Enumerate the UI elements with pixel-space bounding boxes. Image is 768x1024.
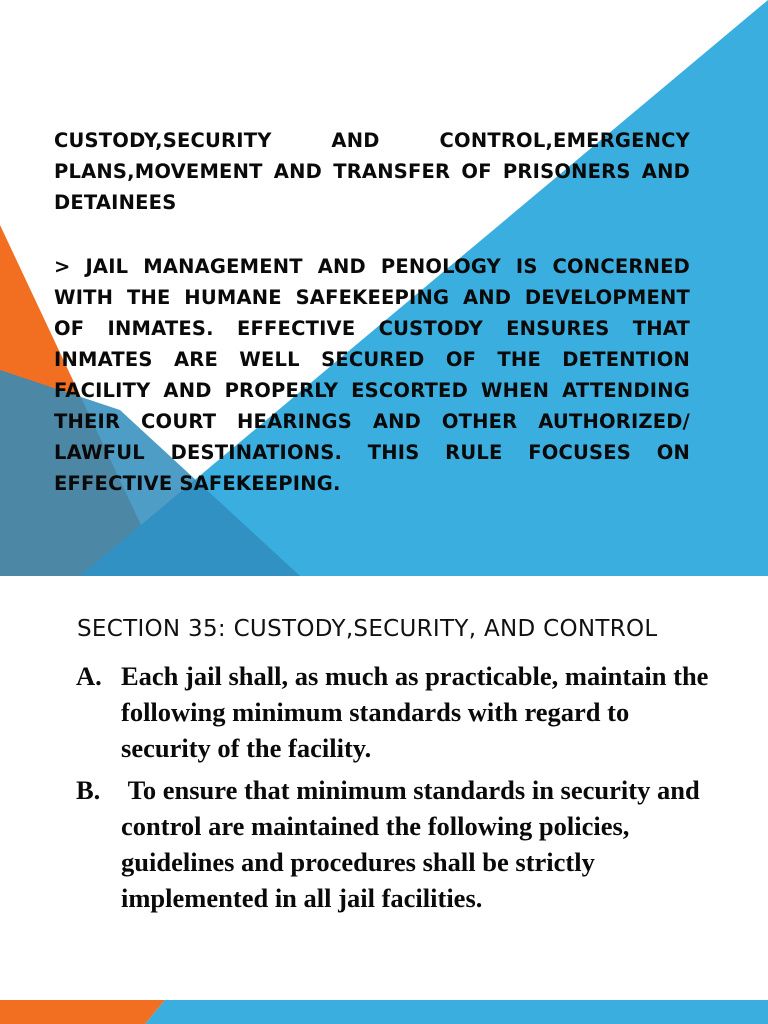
list-item <box>76 772 716 916</box>
list-item <box>76 658 716 766</box>
blue-bar-bottom <box>145 1000 768 1024</box>
slide-1-title: CUSTODY,SECURITY AND CONTROL,EMERGENCY PLANS,MOVEMENT AND TRANSFER OF PRISONERS AND DETAINEES <box>54 129 690 214</box>
list-marker: B. <box>76 775 101 805</box>
list-marker: A. <box>76 661 102 691</box>
list-item-text: Each jail shall, as much as practicable, maintain the following minimum standards with regard to security of the facility. <box>121 661 709 763</box>
slide-1-body: > JAIL MANAGEMENT AND PENOLOGY IS CONCERNED WITH THE HUMANE SAFEKEEPING AND DEVELOPMENT OF INMATES. EFFECTIVE CUSTODY ENSURES THAT INMATES ARE WELL SECURED OF THE DETENTION FACILITY AND PROPERLY ESCORTED WHEN ATTENDING THEIR COURT HEARINGS AND OTHER AUTHORIZED/ LAWFUL DESTINATIONS. THIS RULE FOCUSES ON EFFECTIVE SAFEKEEPING. <box>54 255 690 495</box>
orange-bar-bottom <box>0 1000 165 1024</box>
list-item-text: To ensure that minimum standards in security and control are maintained the following policies, guidelines and procedures shall be strictly implemented in all jail facilities. <box>121 775 707 913</box>
slide-2 <box>0 576 768 1024</box>
section-heading: SECTION 35: CUSTODY,SECURITY, AND CONTROL <box>77 616 658 642</box>
section-item-list <box>76 658 716 922</box>
